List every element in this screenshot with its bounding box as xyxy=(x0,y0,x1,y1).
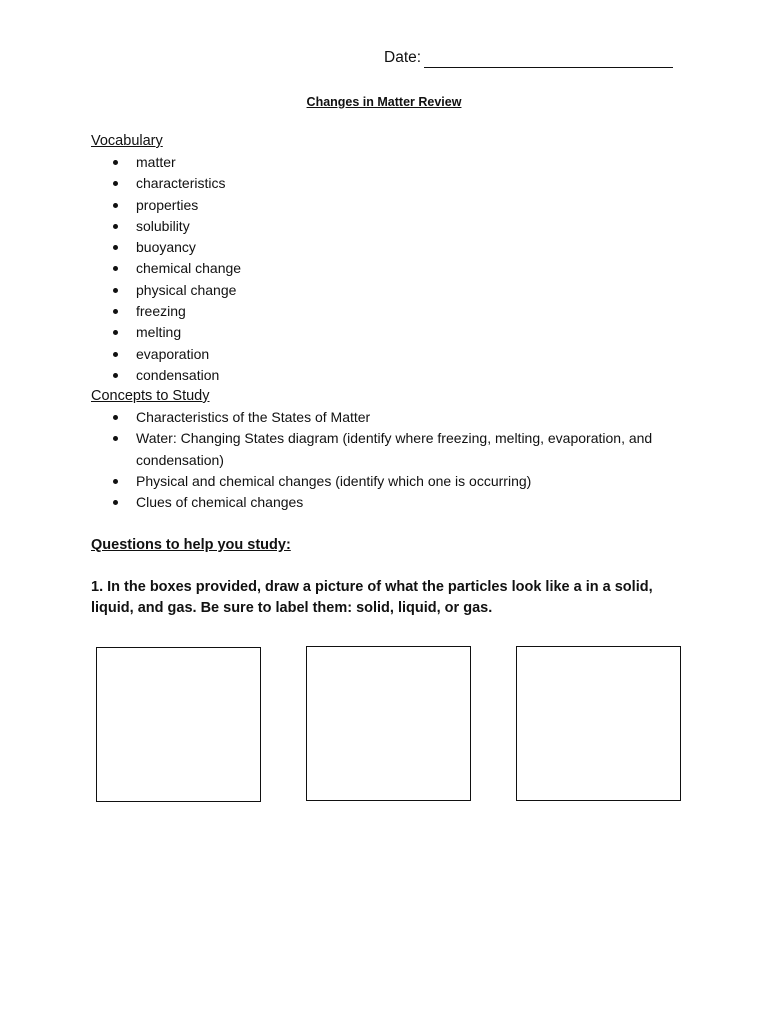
liquid-drawing-box[interactable] xyxy=(306,646,471,801)
list-item: melting xyxy=(0,322,696,343)
concepts-heading: Concepts to Study xyxy=(91,388,210,404)
list-item: solubility xyxy=(0,216,696,237)
date-label: Date: xyxy=(384,49,422,66)
list-item: Clues of chemical changes xyxy=(0,492,676,513)
page-title xyxy=(0,94,768,110)
page-title-text: Changes in Matter Review xyxy=(306,95,462,109)
list-item: freezing xyxy=(0,301,696,322)
list-item: Water: Changing States diagram (identify where freezing, melting, evaporation, and condensation) xyxy=(0,428,676,471)
list-item: chemical change xyxy=(0,258,696,279)
vocabulary-heading: Vocabulary xyxy=(91,133,163,149)
list-item: Characteristics of the States of Matter xyxy=(0,407,676,428)
list-item: physical change xyxy=(0,280,696,301)
date-field[interactable] xyxy=(424,47,673,68)
list-item: condensation xyxy=(0,365,696,386)
list-item: Physical and chemical changes (identify which one is occurring) xyxy=(0,471,676,492)
list-item: evaporation xyxy=(0,344,696,365)
questions-heading: Questions to help you study: xyxy=(91,537,291,553)
vocabulary-list xyxy=(0,152,696,386)
solid-drawing-box[interactable] xyxy=(96,647,261,802)
gas-drawing-box[interactable] xyxy=(516,646,681,801)
date-row xyxy=(384,44,684,68)
list-item: buoyancy xyxy=(0,237,696,258)
list-item: matter xyxy=(0,152,696,173)
list-item: properties xyxy=(0,195,696,216)
list-item: characteristics xyxy=(0,173,696,194)
concepts-list xyxy=(0,407,676,513)
question-1: 1. In the boxes provided, draw a picture of what the particles look like a in a solid, liquid, and gas. Be sure to label them: solid, liquid, or gas. xyxy=(91,579,653,616)
